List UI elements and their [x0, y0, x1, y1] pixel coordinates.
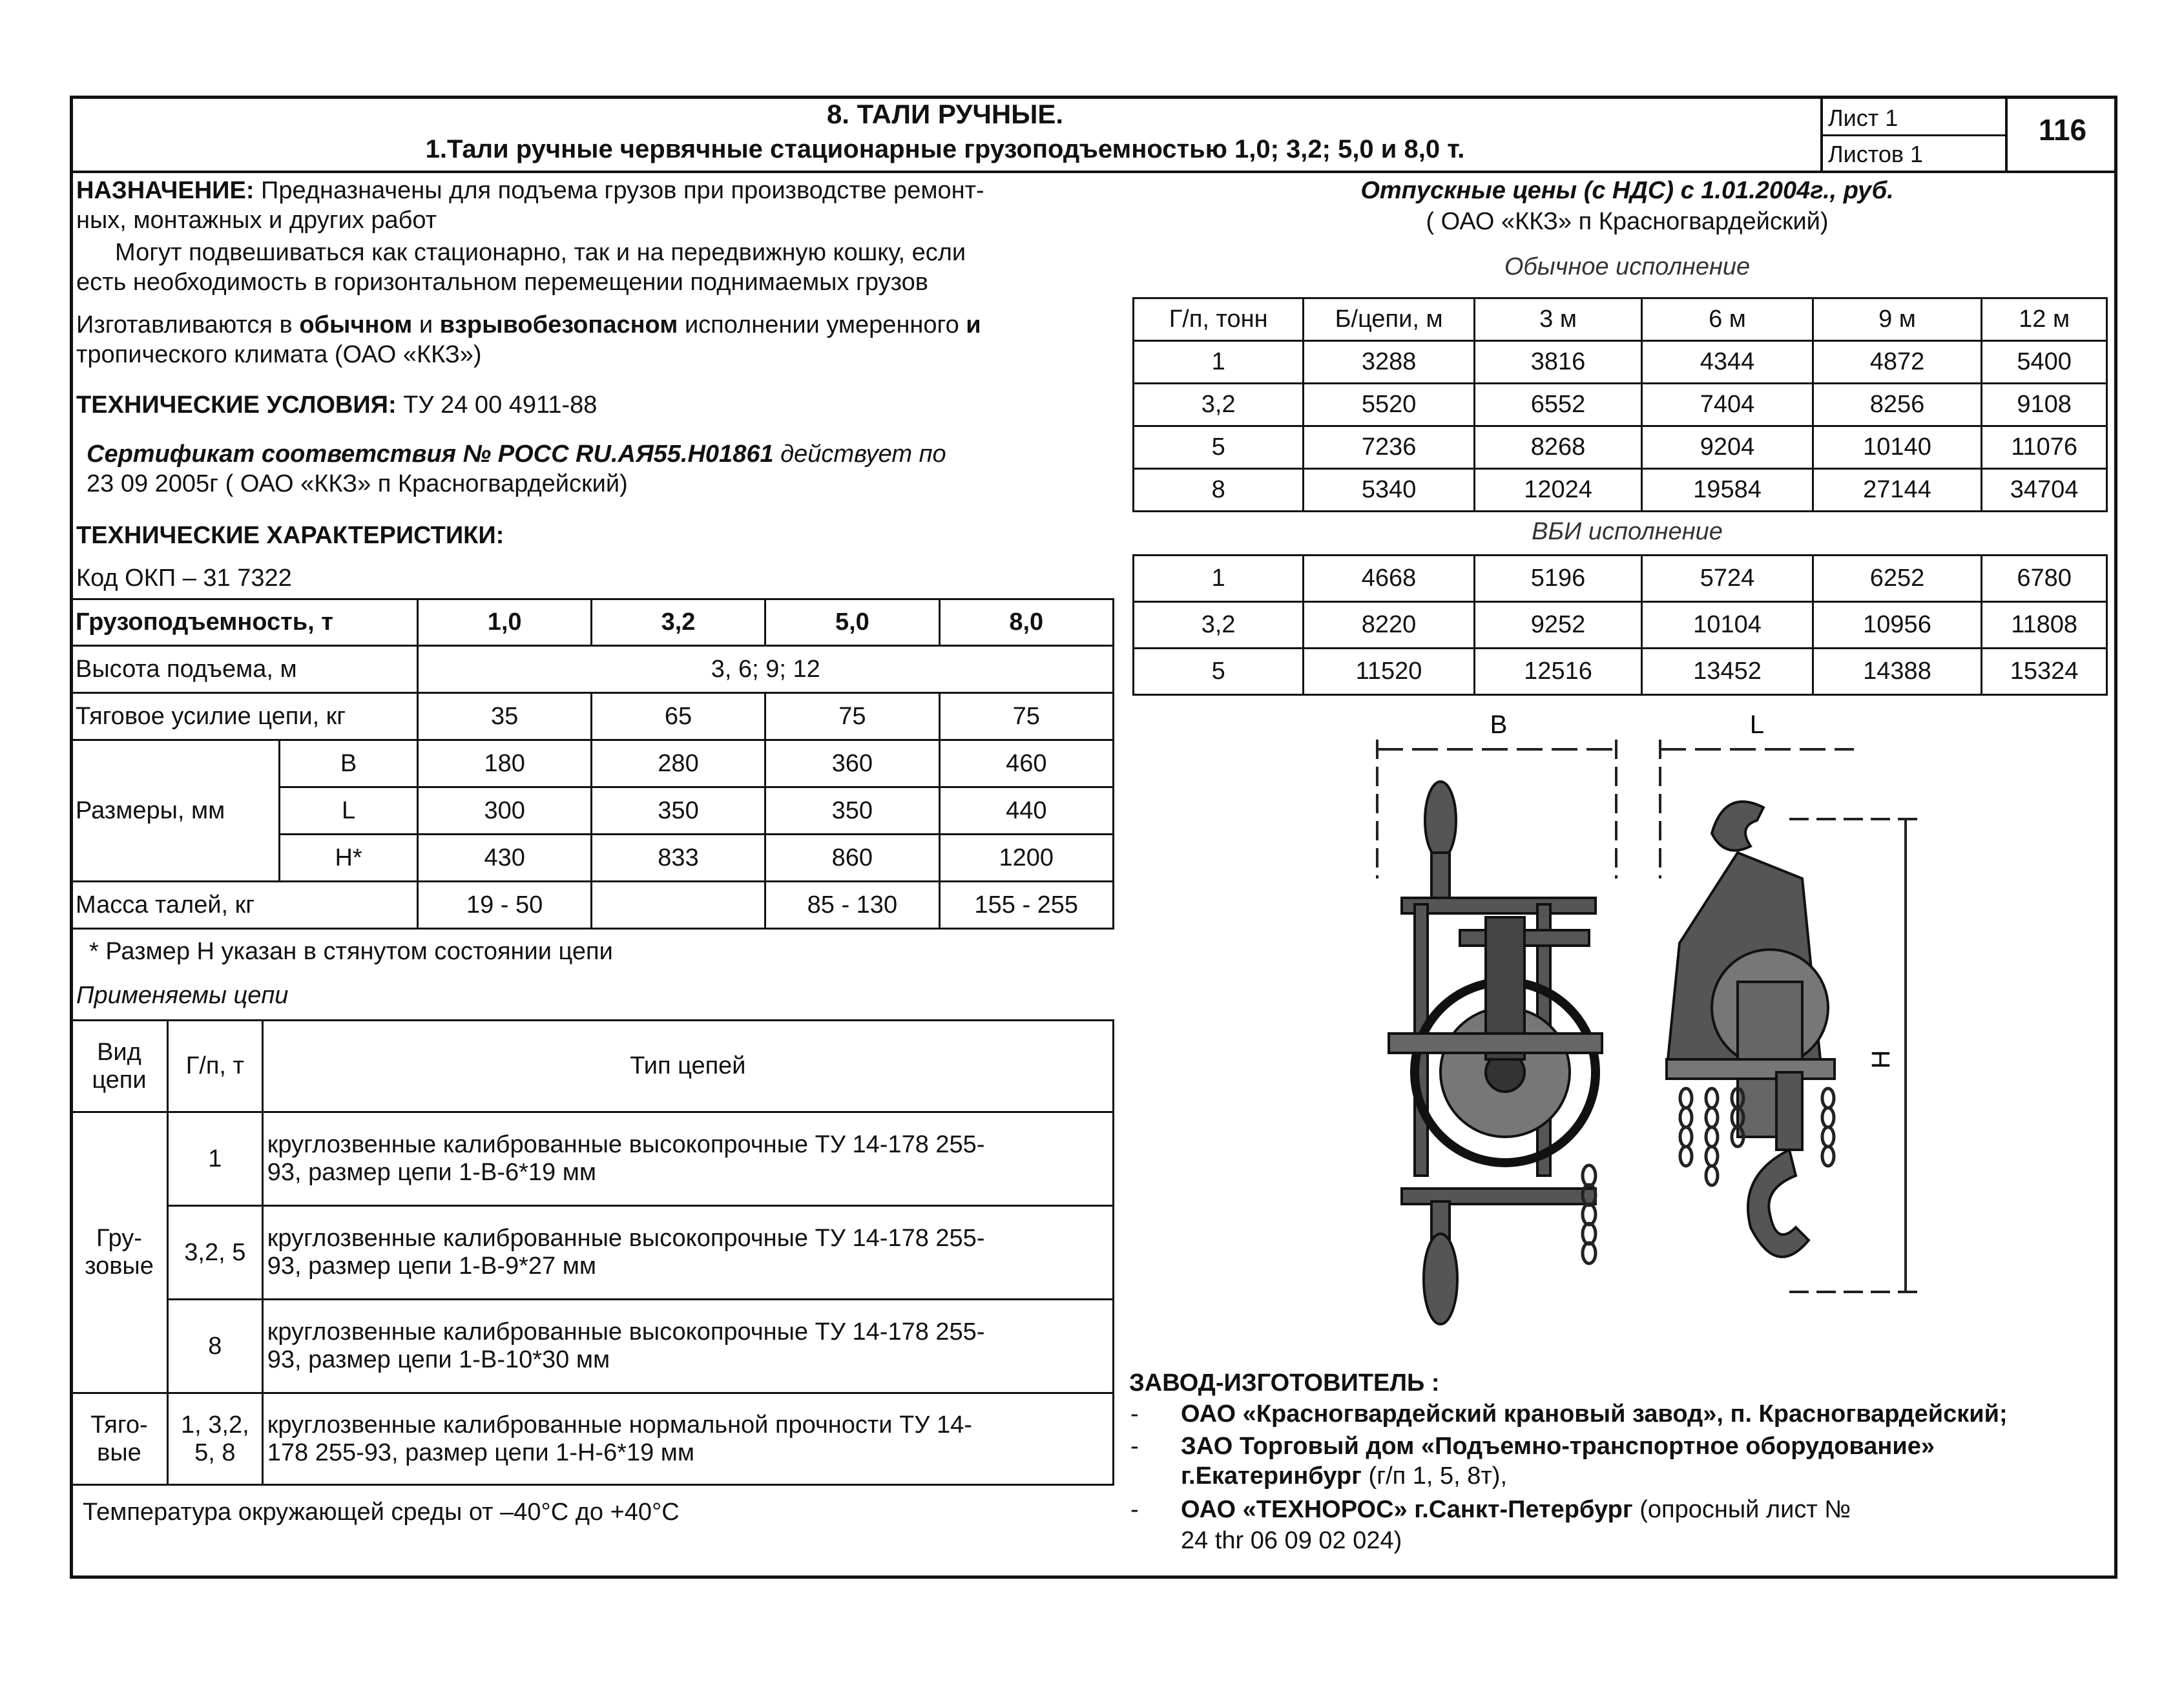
sheets-label: Листов 1 [1828, 141, 1923, 167]
pull-label: Тяговое усилие цепи, кг [71, 693, 418, 740]
price-cell: 4668 [1304, 556, 1474, 602]
pull-value: 65 [591, 693, 765, 740]
price-cell: 7404 [1642, 384, 1813, 426]
page-title: 8. ТАЛИ РУЧНЫЕ. [826, 99, 1064, 129]
price-header: 3 м [1474, 298, 1641, 341]
chains-header-row [71, 1021, 1114, 1112]
price-cell: 12516 [1474, 649, 1642, 695]
price-cell: 5196 [1474, 556, 1642, 602]
dim-value: 180 [418, 740, 591, 787]
specs-table [70, 598, 1114, 930]
header-divider [70, 171, 2117, 173]
mass-value: 85 - 130 [765, 882, 939, 929]
page-number: 116 [2038, 113, 2087, 147]
chain-type: круглозвенные калиброванные нормальной прочности ТУ 14- 178 255-93, размер цепи 1-Н-6*19 мм [262, 1393, 1113, 1485]
dim-label-h: Н [1867, 1050, 1895, 1069]
price-cell: 4344 [1642, 341, 1813, 384]
bullet-dash: - [1130, 1496, 1139, 1523]
prices-maker: ( ОАО «ККЗ» п Красногвардейский) [1426, 208, 1829, 235]
dim-label-b: В [1490, 711, 1508, 739]
hoist-side-view [1667, 802, 1835, 1257]
price-cell: 6780 [1982, 556, 2107, 602]
price-cell: 10140 [1813, 426, 1981, 469]
price-cell: 3288 [1304, 341, 1474, 384]
dim-row-b [71, 740, 1114, 787]
certificate-line-1: Сертификат соответствия № РОСС RU.АЯ55.Н01861 действует по [87, 441, 946, 468]
chain-type: круглозвенные калиброванные высокопрочные ТУ 14-178 255- 93, размер цепи 1-В-9*27 мм [262, 1206, 1113, 1300]
temperature-note: Температура окружающей среды от –40°С до +40°С [83, 1499, 680, 1526]
chains-label: Применяемы цепи [76, 982, 289, 1009]
pull-row [71, 693, 1114, 740]
price-row [1134, 649, 2107, 695]
chain-type-header: Тип цепей [262, 1021, 1113, 1112]
price-cell: 8220 [1304, 602, 1474, 649]
price-cell: 13452 [1642, 649, 1813, 695]
price-cell: 6552 [1474, 384, 1641, 426]
hoist-front-view [1389, 782, 1602, 1324]
vbi-label: ВБИ исполнение [1532, 518, 1723, 545]
dim-value: 360 [765, 740, 939, 787]
pull-value: 75 [939, 693, 1113, 740]
purpose-line-2: ных, монтажных и других работ [76, 207, 437, 234]
okp-code: Код ОКП – 31 7322 [76, 565, 292, 592]
manufacturer-1: ОАО «Красногвардейский крановый завод», п. Красногвардейский; [1181, 1400, 2008, 1428]
price-row [1134, 556, 2107, 602]
prices-normal-table [1132, 297, 2108, 512]
mass-value [591, 882, 765, 929]
manufacturer-3: ОАО «ТЕХНОРОС» г.Санкт-Петербург (опросный лист № [1181, 1496, 1851, 1523]
capacity-1: 1,0 [418, 599, 591, 646]
capacity-2: 3,2 [591, 599, 765, 646]
mass-value: 155 - 255 [939, 882, 1113, 929]
lift-row [71, 646, 1114, 693]
chain-gp: 1, 3,2, 5, 8 [167, 1393, 262, 1485]
pull-chain-label: Тяго-вые [71, 1393, 168, 1485]
price-header: Б/цепи, м [1304, 298, 1474, 341]
price-header: Г/п, тонн [1134, 298, 1304, 341]
dim-value: 833 [591, 835, 765, 882]
dim-name: L [279, 787, 418, 835]
price-cell: 8 [1134, 469, 1304, 512]
price-cell: 7236 [1304, 426, 1474, 469]
specs-header-row [71, 599, 1114, 646]
dim-label-l: L [1749, 711, 1765, 739]
pull-value: 75 [765, 693, 939, 740]
price-cell: 9204 [1642, 426, 1813, 469]
chain-gp: 8 [167, 1300, 262, 1393]
price-cell: 5520 [1304, 384, 1474, 426]
manufacturer-title: ЗАВОД-ИЗГОТОВИТЕЛЬ : [1129, 1369, 1440, 1397]
page-subtitle: 1.Тали ручные червячные стационарные грузоподъемностью 1,0; 3,2; 5,0 и 8,0 т. [425, 135, 1465, 163]
prices-vbi-table [1132, 554, 2108, 696]
price-cell: 27144 [1813, 469, 1981, 512]
bullet-dash: - [1130, 1433, 1139, 1460]
price-cell: 5 [1134, 426, 1304, 469]
dim-value: 860 [765, 835, 939, 882]
header-sep-3 [1820, 134, 2008, 136]
made-line-2: тропического климата (ОАО «ККЗ») [76, 341, 482, 368]
prices-header-row [1134, 298, 2107, 341]
mass-value: 19 - 50 [418, 882, 591, 929]
purpose-line-1: НАЗНАЧЕНИЕ: Предназначены для подъема грузов при производстве ремонт- [76, 177, 984, 204]
chain-type: круглозвенные калиброванные высокопрочные ТУ 14-178 255- 93, размер цепи 1-В-6*19 мм [262, 1112, 1113, 1206]
price-cell: 5400 [1982, 341, 2107, 384]
price-cell: 9108 [1982, 384, 2107, 426]
price-cell: 8256 [1813, 384, 1981, 426]
price-cell: 19584 [1642, 469, 1813, 512]
price-header: 6 м [1642, 298, 1813, 341]
manufacturer-3-sheet: 24 thr 06 09 02 024) [1181, 1527, 1402, 1554]
price-header: 9 м [1813, 298, 1981, 341]
price-cell: 10104 [1642, 602, 1813, 649]
dim-value: 440 [939, 787, 1113, 835]
purpose-line-3: Могут подвешиваться как стационарно, так и на передвижную кошку, если [115, 239, 966, 266]
price-cell: 14388 [1813, 649, 1981, 695]
dim-value: 350 [591, 787, 765, 835]
chain-row [71, 1206, 1114, 1300]
price-row [1134, 602, 2107, 649]
chain-gp-header: Г/п, т [167, 1021, 262, 1112]
price-cell: 6252 [1813, 556, 1981, 602]
footnote: * Размер Н указан в стянутом состоянии цепи [89, 938, 613, 965]
capacity-label: Грузоподъемность, т [71, 599, 418, 646]
chain-kind-header: Вид цепи [71, 1021, 168, 1112]
certificate-line-2: 23 09 2005г ( ОАО «ККЗ» п Красногвардейский) [87, 470, 628, 497]
price-cell: 12024 [1474, 469, 1641, 512]
normal-label: Обычное исполнение [1504, 253, 1751, 280]
front-chain [1583, 1165, 1596, 1263]
dim-value: 460 [939, 740, 1113, 787]
price-cell: 4872 [1813, 341, 1981, 384]
manufacturer-2: ЗАО Торговый дом «Подъемно-транспортное оборудование» [1181, 1433, 1935, 1460]
hoist-drawing [1376, 711, 1957, 1331]
lift-label: Высота подъема, м [71, 646, 418, 693]
made-line-1: Изготавливаются в обычном и взрывобезопасном исполнении умеренного и [76, 311, 981, 338]
purpose-line-4: есть необходимость в горизонтальном перемещении поднимаемых грузов [76, 269, 928, 296]
pull-value: 35 [418, 693, 591, 740]
price-row [1134, 341, 2107, 384]
price-cell: 1 [1134, 556, 1304, 602]
dim-value: 300 [418, 787, 591, 835]
lift-value: 3, 6; 9; 12 [418, 646, 1114, 693]
dim-value: 1200 [939, 835, 1113, 882]
price-header: 12 м [1982, 298, 2107, 341]
prices-title: Отпускные цены (с НДС) с 1.01.2004г., руб. [1360, 177, 1894, 204]
dim-name: Н* [279, 835, 418, 882]
price-row [1134, 384, 2107, 426]
price-cell: 8268 [1474, 426, 1641, 469]
chain-gp: 3,2, 5 [167, 1206, 262, 1300]
dim-value: 430 [418, 835, 591, 882]
capacity-4: 8,0 [939, 599, 1113, 646]
chain-type: круглозвенные калиброванные высокопрочные ТУ 14-178 255- 93, размер цепи 1-В-10*30 мм [262, 1300, 1113, 1393]
price-cell: 1 [1134, 341, 1304, 384]
price-row [1134, 469, 2107, 512]
price-row [1134, 426, 2107, 469]
price-cell: 5724 [1642, 556, 1813, 602]
price-cell: 3816 [1474, 341, 1641, 384]
price-cell: 10956 [1813, 602, 1981, 649]
chain-gp: 1 [167, 1112, 262, 1206]
price-cell: 11520 [1304, 649, 1474, 695]
chain-row [71, 1300, 1114, 1393]
chain-row [71, 1112, 1114, 1206]
chain-row [71, 1393, 1114, 1485]
price-cell: 3,2 [1134, 602, 1304, 649]
tech-conditions: ТЕХНИЧЕСКИЕ УСЛОВИЯ: ТУ 24 00 4911-88 [76, 391, 598, 419]
price-cell: 34704 [1982, 469, 2107, 512]
price-cell: 15324 [1982, 649, 2107, 695]
cargo-label: Гру-зовые [71, 1112, 168, 1393]
mass-row [71, 882, 1114, 929]
price-cell: 11076 [1982, 426, 2107, 469]
mass-label: Масса талей, кг [71, 882, 418, 929]
tech-characteristics-label: ТЕХНИЧЕСКИЕ ХАРАКТЕРИСТИКИ: [76, 522, 504, 549]
dims-label: Размеры, мм [71, 740, 280, 882]
chains-table [70, 1019, 1114, 1486]
dim-value: 280 [591, 740, 765, 787]
dim-name: В [279, 740, 418, 787]
manufacturer-2-city: г.Екатеринбург (г/п 1, 5, 8т), [1181, 1462, 1508, 1490]
price-cell: 5 [1134, 649, 1304, 695]
price-cell: 11808 [1982, 602, 2107, 649]
bullet-dash: - [1130, 1400, 1139, 1428]
price-cell: 9252 [1474, 602, 1642, 649]
capacity-3: 5,0 [765, 599, 939, 646]
sheet-label: Лист 1 [1828, 105, 1898, 131]
price-cell: 3,2 [1134, 384, 1304, 426]
dim-value: 350 [765, 787, 939, 835]
price-cell: 5340 [1304, 469, 1474, 512]
